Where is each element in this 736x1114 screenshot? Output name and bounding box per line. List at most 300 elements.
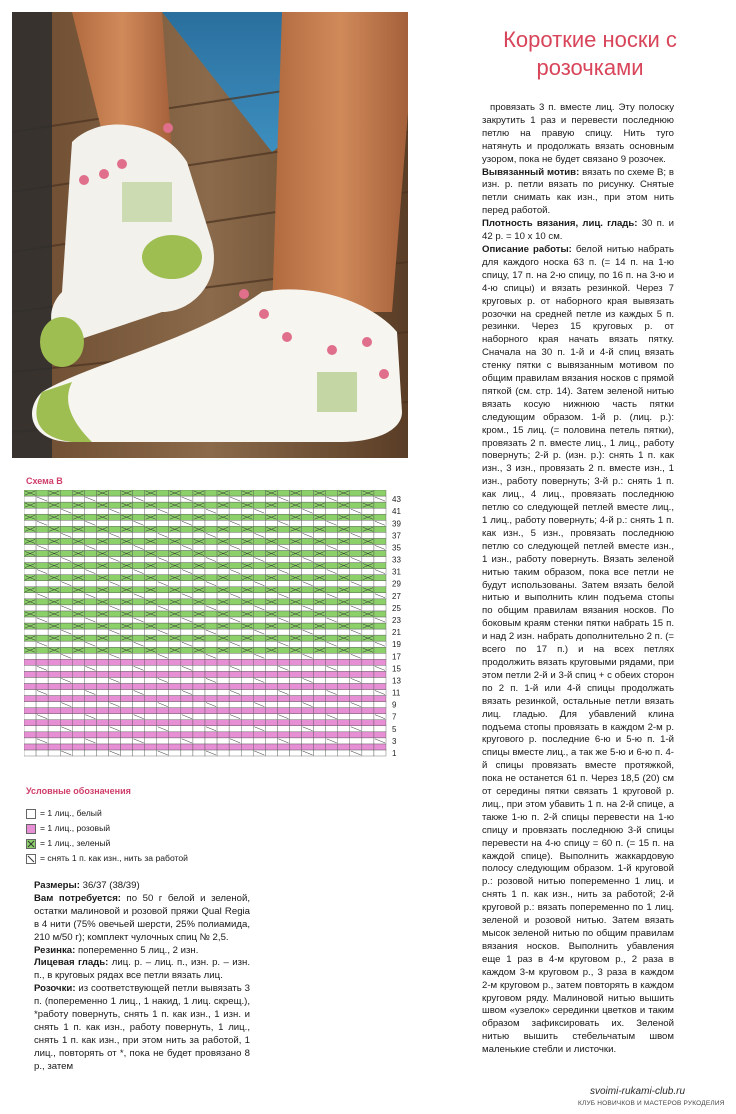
chart-cell [350,708,362,714]
chart-cell [217,732,229,738]
chart-cell [205,623,217,629]
chart-cell [253,738,265,744]
chart-cell [181,653,193,659]
chart-cell [121,744,133,750]
chart-cell [277,502,289,508]
chart-cell [289,520,301,526]
chart-cell [326,702,338,708]
chart-cell [374,708,386,714]
chart-cell [362,569,374,575]
chart-cell [133,605,145,611]
chart-cell [265,508,277,514]
chart-cell [362,690,374,696]
row-number-label: 7 [392,712,397,722]
chart-cell [60,575,72,581]
chart-cell [326,538,338,544]
chart-cell [277,702,289,708]
chart-cell [145,671,157,677]
chart-cell [157,593,169,599]
chart-cell [133,563,145,569]
chart-cell [60,647,72,653]
chart-cell [36,726,48,732]
chart-cell [157,575,169,581]
chart-cell [169,581,181,587]
chart-cell [253,544,265,550]
chart-cell [48,659,60,665]
chart-cell [253,659,265,665]
chart-cell [84,611,96,617]
chart-cell [72,605,84,611]
chart-cell [169,696,181,702]
chart-cell [84,732,96,738]
chart-cell [265,659,277,665]
chart-cell [48,708,60,714]
chart-cell [133,677,145,683]
chart-cell [205,738,217,744]
chart-cell [326,696,338,702]
chart-cell [314,508,326,514]
chart-cell [241,508,253,514]
chart-cell [362,750,374,756]
chart-cell [314,677,326,683]
chart-cell [193,677,205,683]
row-number-label: 9 [392,700,397,710]
chart-cell [374,508,386,514]
chart-cell [253,563,265,569]
knitted-socks-photo [12,12,408,458]
chart-cell [338,720,350,726]
chart-cell [229,732,241,738]
chart-cell [36,532,48,538]
chart-cell [205,563,217,569]
chart-cell [96,690,108,696]
chart-cell [374,744,386,750]
chart-cell [60,617,72,623]
chart-cell [169,653,181,659]
row-number-label: 17 [392,652,401,662]
chart-cell [217,738,229,744]
chart-cell [289,581,301,587]
chart-cell [121,581,133,587]
chart-cell [289,744,301,750]
chart-cell [289,569,301,575]
chart-cell [338,671,350,677]
chart-cell [48,714,60,720]
chart-cell [265,696,277,702]
chart-cell [314,708,326,714]
chart-cell [36,677,48,683]
chart-cell [314,750,326,756]
chart-cell [265,677,277,683]
chart-cell [181,557,193,563]
chart-cell [36,720,48,726]
chart-cell [108,617,120,623]
chart-cell [84,671,96,677]
chart-cell [277,720,289,726]
watermark: svoimi-rukami-club.ru [590,1086,686,1097]
chart-cell [181,750,193,756]
chart-cell [241,690,253,696]
chart-cell [289,557,301,563]
chart-cell [48,732,60,738]
chart-cell [229,671,241,677]
chart-cell [217,508,229,514]
chart-cell [326,611,338,617]
chart-cell [253,599,265,605]
chart-cell [338,677,350,683]
chart-cell [277,550,289,556]
chart-cell [157,514,169,520]
chart-cell [338,726,350,732]
chart-cell [241,677,253,683]
chart-cell [326,623,338,629]
chart-cell [193,708,205,714]
chart-cell [326,726,338,732]
chart-cell [193,671,205,677]
chart-cell [289,665,301,671]
chart-cell [108,538,120,544]
chart-cell [193,569,205,575]
legend [26,806,188,866]
chart-cell [338,557,350,563]
chart-cell [289,544,301,550]
chart-cell [169,708,181,714]
chart-cell [217,708,229,714]
chart-cell [326,575,338,581]
chart-cell [72,569,84,575]
chart-cell [314,641,326,647]
chart-cell [60,520,72,526]
chart-cell [48,744,60,750]
chart-cell [265,665,277,671]
chart-cell [326,587,338,593]
chart-cell [205,490,217,496]
chart-cell [181,538,193,544]
chart-cell [24,726,36,732]
chart-cell [121,653,133,659]
chart-cell [338,617,350,623]
chart-cell [96,508,108,514]
chart-cell [121,641,133,647]
chart-cell [36,696,48,702]
chart-cell [193,750,205,756]
chart-cell [350,690,362,696]
chart-cell [229,720,241,726]
chart-cell [72,544,84,550]
chart-cell [302,593,314,599]
chart-cell [157,496,169,502]
chart-cell [169,605,181,611]
chart-cell [277,526,289,532]
chart-cell [108,526,120,532]
chart-cell [314,738,326,744]
chart-cell [145,641,157,647]
chart-cell [24,593,36,599]
chart-cell [96,659,108,665]
chart-cell [362,738,374,744]
chart-cell [265,690,277,696]
chart-cell [96,702,108,708]
chart-cell [277,557,289,563]
chart-cell [302,623,314,629]
chart-cell [133,599,145,605]
chart-cell [181,708,193,714]
chart-cell [24,732,36,738]
chart-cell [133,708,145,714]
chart-cell [193,714,205,720]
chart-cell [84,635,96,641]
chart-cell [241,659,253,665]
chart-cell [193,581,205,587]
chart-cell [48,617,60,623]
chart-cell [374,677,386,683]
chart-cell [338,629,350,635]
chart-cell [326,671,338,677]
instructions-column [482,102,674,1057]
chart-cell [24,544,36,550]
chart-cell [157,502,169,508]
chart-cell [277,750,289,756]
chart-cell [48,653,60,659]
chart-cell [133,750,145,756]
chart-cell [169,544,181,550]
chart-cell [48,738,60,744]
chart-cell [205,569,217,575]
chart-cell [121,720,133,726]
chart-cell [133,550,145,556]
chart-cell [169,532,181,538]
chart-cell [289,714,301,720]
chart-cell [24,569,36,575]
chart-cell [133,508,145,514]
chart-cell [229,563,241,569]
chart-cell [157,544,169,550]
chart-cell [362,653,374,659]
chart-cell [169,720,181,726]
chart-cell [193,593,205,599]
chart-cell [169,702,181,708]
chart-cell [121,617,133,623]
chart-cell [108,671,120,677]
chart-cell [229,653,241,659]
chart-cell [241,683,253,689]
chart-cell [253,611,265,617]
chart-cell [350,611,362,617]
chart-cell [108,696,120,702]
chart-cell [145,720,157,726]
chart-cell [326,708,338,714]
chart-cell [36,563,48,569]
chart-cell [145,653,157,659]
chart-cell [157,635,169,641]
chart-cell [84,490,96,496]
chart-cell [48,720,60,726]
row-number-label: 35 [392,543,401,553]
chart-cell [253,550,265,556]
chart-cell [265,569,277,575]
chart-cell [374,659,386,665]
chart-cell [84,514,96,520]
chart-cell [326,653,338,659]
chart-cell [84,720,96,726]
chart-cell [314,702,326,708]
chart-cell [145,520,157,526]
chart-cell [157,617,169,623]
chart-cell [350,575,362,581]
chart-cell [314,605,326,611]
chart-cell [277,581,289,587]
chart-cell [241,629,253,635]
chart-cell [302,587,314,593]
chart-cell [229,708,241,714]
chart-cell [338,659,350,665]
chart-cell [241,738,253,744]
chart-cell [217,683,229,689]
chart-cell [181,696,193,702]
chart-cell [241,581,253,587]
chart-cell [314,581,326,587]
chart-cell [121,738,133,744]
chart-cell [265,720,277,726]
instructions-paragraph: провязать 3 п. вместе лиц. Эту полоску закрутить 1 раз и перевести последнюю петлю на правую спицу. Нить туго натянуть и продолжать вязать основным узором, пока не будет связано 9 розочек. [482,102,674,165]
chart-cell [277,677,289,683]
chart-cell [229,587,241,593]
chart-cell [108,569,120,575]
chart-cell [217,696,229,702]
chart-cell [253,696,265,702]
chart-cell [350,641,362,647]
chart-cell [217,690,229,696]
chart-cell [72,659,84,665]
chart-cell [145,750,157,756]
chart-cell [314,683,326,689]
chart-cell [169,665,181,671]
chart-cell [133,611,145,617]
chart-cell [217,629,229,635]
chart-cell [60,569,72,575]
chart-cell [205,575,217,581]
row-number-label: 1 [392,748,397,758]
chart-cell [253,520,265,526]
chart-cell [253,514,265,520]
chart-cell [350,683,362,689]
chart-cell [205,526,217,532]
materials-paragraph: Резинка: попеременно 5 лиц., 2 изн. [34,944,199,956]
chart-cell [96,708,108,714]
chart-cell [350,563,362,569]
chart-cell [181,635,193,641]
chart-cell [374,726,386,732]
chart-cell [374,599,386,605]
chart-cell [302,665,314,671]
materials-paragraph: Вам потребуется: по 50 г белой и зеленой, остатки малиновой и розовой пряжи Qual Regia в 4 нити (75% овечьей шерсти, 25% полиамида, 210 м/50 г); комплект чулочных спиц № 2,5. [34,892,250,943]
chart-cell [72,617,84,623]
chart-cell [302,641,314,647]
chart-cell [145,738,157,744]
chart-cell [133,744,145,750]
chart-cell [193,720,205,726]
chart-cell [265,496,277,502]
chart-cell [374,702,386,708]
chart-cell [326,563,338,569]
chart-cell [241,744,253,750]
chart-cell [36,575,48,581]
chart-cell [326,526,338,532]
chart-cell [277,696,289,702]
chart-cell [84,605,96,611]
chart-cell [24,557,36,563]
chart-cell [36,732,48,738]
chart-cell [217,677,229,683]
chart-cell [314,569,326,575]
row-number-label: 13 [392,676,401,686]
materials-paragraph: Розочки: из соответствующей петли вывязать 3 п. (попеременно 1 лиц., 1 накид, 1 лиц. скрещ.), *работу повернуть, снять 1 п. как изн., 1 изн. и снять 1 п. как изн., работу повернуть, 1 лиц., снять 1 п. как изн., при этом нить за работой, 1 лиц., повторять от *, пока не будет провязано 8 р., затем [34,983,250,1072]
chart-cell [314,532,326,538]
title-line-1: Короткие носки с [503,27,677,52]
chart-cell [169,641,181,647]
chart-cell [108,665,120,671]
chart-cell [145,677,157,683]
instructions-paragraph: Вывязанный мотив: вязать по схеме В; в изн. р. петли вязать по рисунку. Снятые петли снимать как изн., при этом нить перед работой. [482,166,674,217]
chart-cell [362,557,374,563]
chart-cell [36,623,48,629]
chart-cell [84,702,96,708]
chart-cell [96,593,108,599]
chart-cell [133,726,145,732]
chart-cell [96,653,108,659]
chart-cell [362,732,374,738]
chart-cell [277,726,289,732]
chart-cell [181,532,193,538]
chart-cell [193,690,205,696]
chart-cell [169,732,181,738]
chart-cell [48,683,60,689]
chart-cell [181,732,193,738]
chart-cell [84,750,96,756]
chart-cell [24,629,36,635]
chart-cell [217,653,229,659]
chart-cell [289,738,301,744]
chart-cell [314,720,326,726]
chart-cell [121,732,133,738]
chart-cell [326,532,338,538]
chart-cell [145,617,157,623]
chart-cell [289,750,301,756]
chart-cell [36,490,48,496]
chart-cell [229,538,241,544]
chart-cell [374,611,386,617]
materials-column [34,880,250,1074]
chart-cell [36,659,48,665]
knitting-chart [24,490,414,760]
chart-cell [338,496,350,502]
chart-cell [326,502,338,508]
chart-cell [302,490,314,496]
chart-cell [157,738,169,744]
chart-cell [121,702,133,708]
chart-cell [277,605,289,611]
chart-cell [133,629,145,635]
chart-cell [145,508,157,514]
chart-cell [60,593,72,599]
chart-cell [302,550,314,556]
chart-cell [314,617,326,623]
chart-cell [338,605,350,611]
chart-cell [145,702,157,708]
chart-cell [60,738,72,744]
chart-cell [48,520,60,526]
chart-cell [60,659,72,665]
